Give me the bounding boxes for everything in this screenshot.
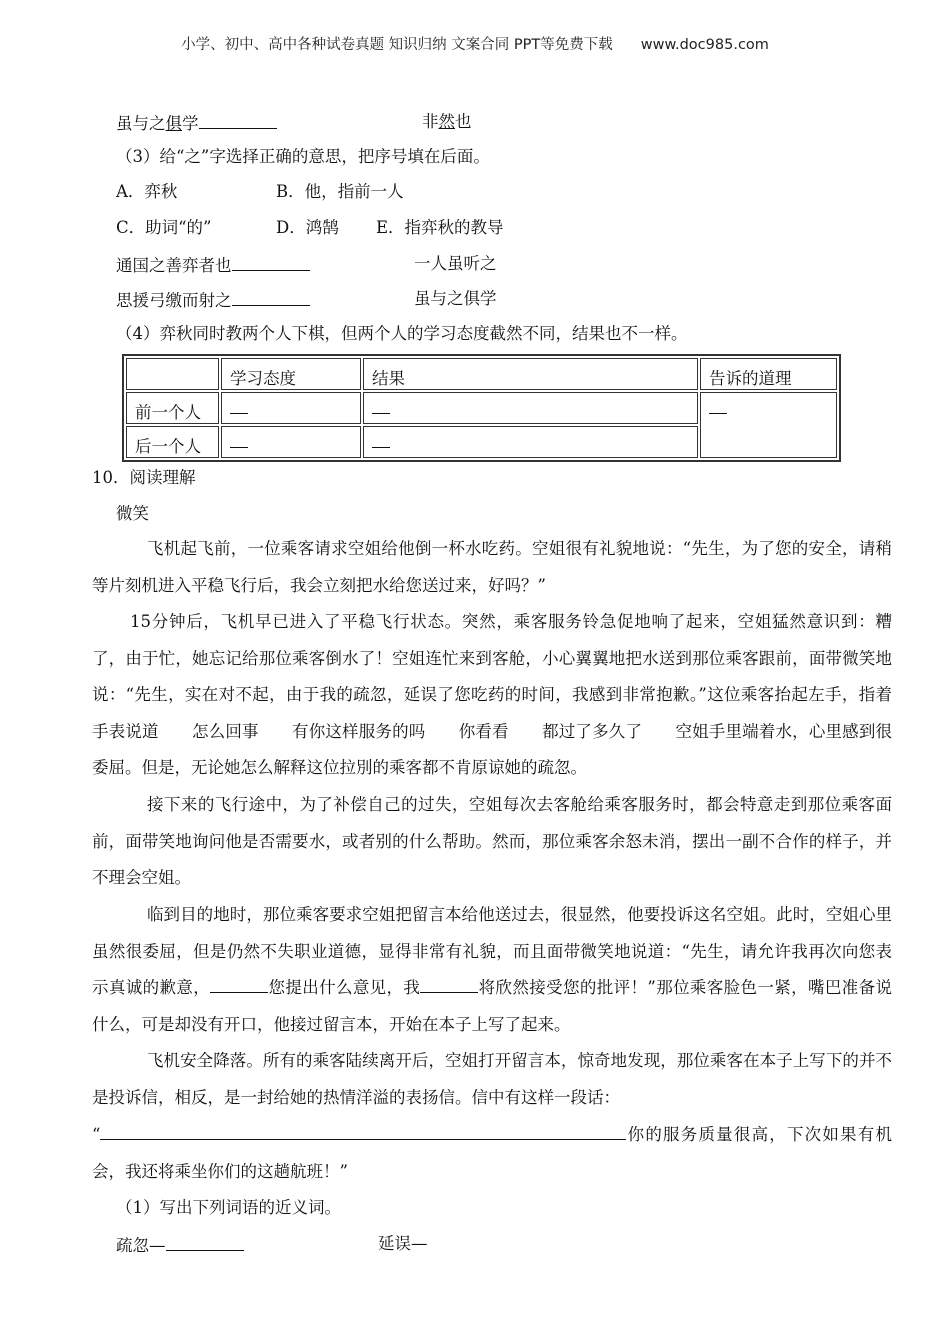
answer-blank[interactable] [232, 291, 310, 306]
header-text: 小学、初中、高中各种试卷真题 知识归纳 文案合同 PPT等免费下载 [181, 37, 613, 53]
q4-prompt: （4）弈秋同时教两个人下棋，但两个人的学习态度截然不同，结果也不一样。 [116, 324, 688, 343]
q10-sub1-prompt: （1）写出下列词语的近义词。 [116, 1198, 341, 1217]
answer-blank[interactable] [210, 978, 268, 993]
row-label-first: 前一个人 [126, 392, 219, 424]
page-header [0, 38, 950, 53]
passage-paragraph-1: 飞机起飞前，一位乘客请求空姐给他倒一杯水吃药。空姐很有礼貌地说：“先生，为了您的安全，请稍等片刻机进入平稳飞行后，我会立刻把水给您送过来，好吗？” [92, 539, 892, 595]
row-label-second: 后一个人 [126, 426, 219, 458]
q3-option-a: A．弈秋 [116, 182, 178, 201]
answer-blank[interactable] [166, 1236, 244, 1251]
col-header-lesson: 告诉的道理 [700, 358, 837, 390]
q3-item-2: 一人虽听之 [414, 254, 497, 273]
q3-option-e: E．指弈秋的教导 [376, 218, 504, 237]
col-header-result: 结果 [363, 358, 698, 390]
q2-item-left: 虽与之俱学 [116, 114, 277, 133]
col-header-attitude: 学习态度 [221, 358, 361, 390]
q3-option-c: C．助词“的” [116, 218, 212, 237]
answer-blank[interactable] [420, 978, 478, 993]
answer-blank[interactable] [100, 1125, 626, 1140]
passage-paragraph-2: 15分钟后，飞机早已进入了平稳飞行状态。突然，乘客服务铃急促地响了起来，空姐猛然意识到：糟了，由于忙，她忘记给那位乘客倒水了！空姐连忙来到客舱，小心翼翼地把水送到那位乘客跟前，面带微笑地说：“先生，实在对不起，由于我的疏忽，延误了您吃药的时间，我感到非常抱歉。”这位乘客抬起左手，指着手表说道 怎么回事 有你这样服务的吗 你看看 都过了多久了 空姐手里端着水，心里感到很委屈。但是，无论她怎么解释这位拉別的乘客都不肯原谅她的疏忽。 [92, 612, 892, 777]
q3-item-4: 虽与之俱学 [414, 289, 497, 308]
q3-option-b: B．他，指前一人 [276, 182, 404, 201]
answer-blank[interactable] [232, 256, 310, 271]
passage-paragraph-3: 接下来的飞行途中，为了补偿自己的过失，空姐每次去客舱给乘客服务时，都会特意走到那位乘客面前，面带笑地询问他是否需要水，或者别的什么帮助。然而，那位乘客余怒未消，摆出一副不合作的样子，并不理会空姐。 [92, 795, 892, 887]
table-corner [126, 358, 219, 390]
q3-option-d: D．鸿鹄 [276, 218, 339, 237]
header-site: www.doc985.com [640, 37, 769, 53]
q2-item-right: 非然也 [422, 112, 472, 131]
q3-item-3: 思援弓缴而射之 [116, 291, 310, 310]
answer-cell[interactable] [700, 392, 837, 458]
q3-item-1: 通国之善弈者也 [116, 256, 310, 275]
synonym-item-2: 延误— [378, 1234, 428, 1253]
passage-paragraph-4: 临到目的地时，那位乘客要求空姐把留言本给他送过去，很显然，他要投诉这名空姐。此时，空姐心里虽然很委屈，但是仍然不失职业道德，显得非常有礼貌，而且面带微笑地说道：“先生，请允许我再次向您表示真诚的歉意， 您提出什么意见，我 将欣然接受您的批评！”那位乘客脸色一紧，嘴巴准备说什么，可是却没有开口，他接过留言本，开始在本子上写了起来。 [92, 905, 893, 1034]
answer-blank[interactable] [199, 114, 277, 129]
passage-paragraph-6: “ 你的服务质量很高，下次如果有机会，我还将乘坐你们的这趟航班！” [92, 1125, 892, 1181]
answer-cell[interactable] [363, 426, 698, 458]
passage-paragraph-5: 飞机安全降落。所有的乘客陆续离开后，空姐打开留言本，惊奇地发现，那位乘客在本子上写下的并不是投诉信，相反，是一封给她的热情洋溢的表扬信。信中有这样一段话： [92, 1051, 892, 1107]
q4-table [122, 354, 841, 462]
q3-prompt: （3）给“之”字选择正确的意思，把序号填在后面。 [116, 147, 490, 166]
passage-title: 微笑 [116, 504, 149, 523]
answer-cell[interactable] [221, 392, 361, 424]
q10-heading: 10．阅读理解 [92, 468, 196, 487]
answer-cell[interactable] [363, 392, 698, 424]
answer-cell[interactable] [221, 426, 361, 458]
synonym-item-1: 疏忽— [116, 1236, 244, 1255]
